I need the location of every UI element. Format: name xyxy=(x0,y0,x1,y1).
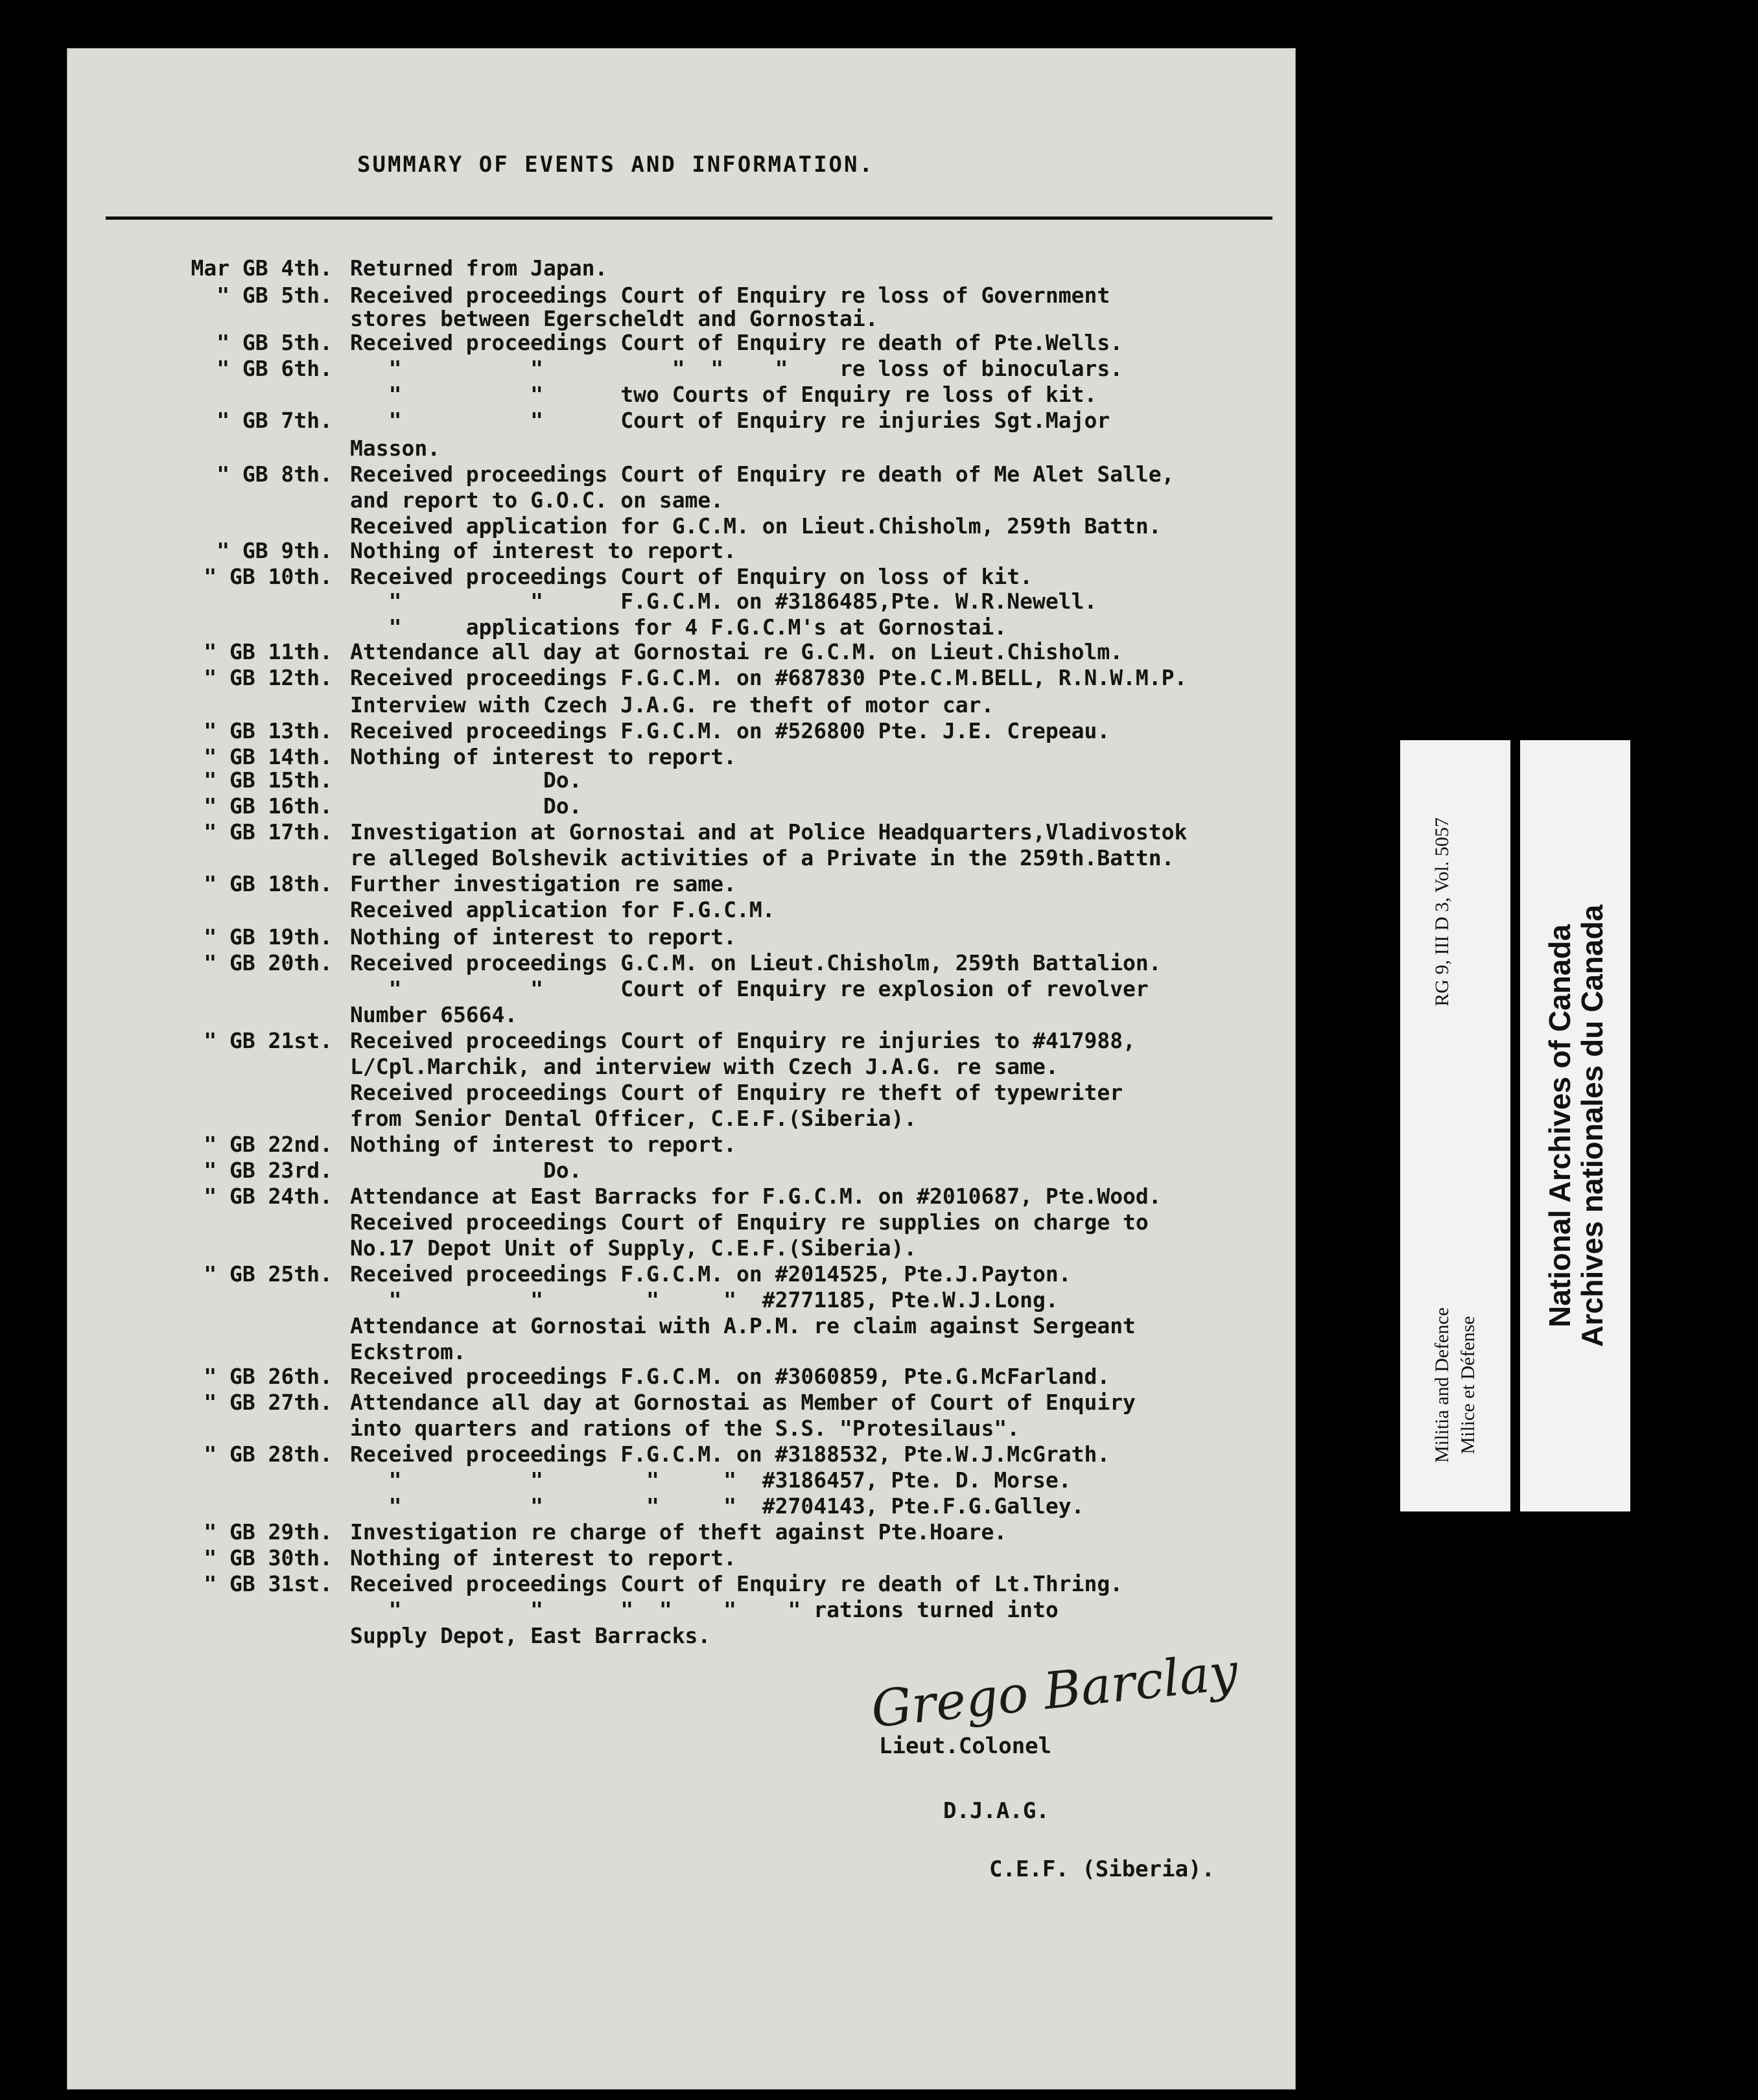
entry-date: " GB 28th. xyxy=(204,1441,333,1467)
entry-text: Received proceedings F.G.C.M. on #687830 Pte.C.M.BELL, R.N.W.M.P. xyxy=(350,665,1188,690)
entry-text: Returned from Japan. xyxy=(350,255,608,281)
entry-text: Further investigation re same. xyxy=(350,871,737,896)
entry-line xyxy=(67,1235,1296,1261)
entry-text: Received proceedings G.C.M. on Lieut.Chisholm, 259th Battalion. xyxy=(350,950,1162,975)
entry-line xyxy=(67,897,1296,923)
entry-text: Attendance all day at Gornostai as Member of Court of Enquiry xyxy=(350,1390,1136,1415)
entry-line xyxy=(67,487,1296,513)
entry-text: Supply Depot, East Barracks. xyxy=(350,1623,711,1648)
entry-line xyxy=(67,1416,1296,1441)
entry-line xyxy=(67,1106,1296,1132)
entry-line xyxy=(67,283,1296,309)
entry-line xyxy=(67,513,1296,539)
entry-text: and report to G.O.C. on same. xyxy=(350,487,724,513)
entry-line xyxy=(67,1261,1296,1287)
entry-text: from Senior Dental Officer, C.E.F.(Siberia). xyxy=(350,1106,917,1131)
entry-line xyxy=(67,589,1296,614)
entry-line xyxy=(67,408,1296,434)
entry-line xyxy=(67,744,1296,770)
entry-line xyxy=(67,1132,1296,1158)
entry-text: Do. xyxy=(350,793,582,819)
entry-text: Investigation at Gornostai and at Police Headquarters,Vladivostok xyxy=(350,819,1188,845)
entry-line xyxy=(67,1158,1296,1184)
entry-date: " GB 26th. xyxy=(204,1364,333,1389)
entry-text: Received proceedings Court of Enquiry on loss of kit. xyxy=(350,564,1033,589)
entry-list xyxy=(67,48,1296,2090)
entry-line xyxy=(67,845,1296,871)
entry-text: No.17 Depot Unit of Supply, C.E.F.(Siberia). xyxy=(350,1235,917,1261)
entry-date: " GB 31st. xyxy=(204,1571,333,1596)
entry-line xyxy=(67,1623,1296,1649)
entry-text: " applications for 4 F.G.C.M's at Gornostai. xyxy=(350,614,1007,640)
entry-text: Masson. xyxy=(350,436,441,461)
entry-line xyxy=(67,255,1296,281)
entry-date: " GB 5th. xyxy=(217,283,333,308)
entry-date: " GB 30th. xyxy=(204,1545,333,1570)
archive-label-name-strip xyxy=(1520,740,1630,1511)
entry-text: Nothing of interest to report. xyxy=(350,924,737,950)
entry-date: " GB 7th. xyxy=(217,408,333,433)
entry-date: " GB 15th. xyxy=(204,767,333,793)
entry-date: " GB 29th. xyxy=(204,1519,333,1545)
entry-line xyxy=(67,614,1296,640)
entry-text: Attendance all day at Gornostai re G.C.M. on Lieut.Chisholm. xyxy=(350,639,1123,664)
entry-text: L/Cpl.Marchik, and interview with Czech J.A.G. re same. xyxy=(350,1054,1059,1079)
entry-text: Received proceedings Court of Enquiry re theft of typewriter xyxy=(350,1080,1123,1105)
handwritten-signature: Grego Barclay xyxy=(868,1642,1241,1740)
archive-dept-fr: Milice et Défense xyxy=(1457,1316,1479,1454)
entry-text: Attendance at Gornostai with A.P.M. re claim against Sergeant xyxy=(350,1313,1136,1338)
entry-line xyxy=(67,1209,1296,1235)
entry-line xyxy=(67,1597,1296,1623)
entry-line xyxy=(67,1184,1296,1209)
entry-date: " GB 9th. xyxy=(217,538,333,563)
entry-text: Do. xyxy=(350,1158,582,1183)
document-page xyxy=(67,48,1296,2090)
archive-label-reference-strip xyxy=(1400,740,1510,1511)
entry-line xyxy=(67,767,1296,793)
entry-line xyxy=(67,692,1296,718)
entry-line xyxy=(67,871,1296,897)
entry-line xyxy=(67,564,1296,590)
entry-date: " GB 23rd. xyxy=(204,1158,333,1183)
entry-line xyxy=(67,1441,1296,1467)
entry-date: " GB 21st. xyxy=(204,1028,333,1053)
entry-line xyxy=(67,1364,1296,1390)
entry-text: Received proceedings Court of Enquiry re death of Me Alet Salle, xyxy=(350,461,1175,487)
entry-line xyxy=(67,1390,1296,1416)
entry-text: " " " " " re loss of binoculars. xyxy=(350,356,1123,381)
entry-text: Investigation re charge of theft against Pte.Hoare. xyxy=(350,1519,1007,1545)
entry-date: " GB 17th. xyxy=(204,819,333,845)
entry-text: Nothing of interest to report. xyxy=(350,744,737,769)
entry-line xyxy=(67,1080,1296,1106)
entry-line xyxy=(67,538,1296,564)
entry-text: Received application for G.C.M. on Lieut.Chisholm, 259th Battn. xyxy=(350,513,1162,539)
entry-date: " GB 6th. xyxy=(217,356,333,381)
entry-date: Mar GB 4th. xyxy=(191,255,333,281)
entry-text: Received application for F.G.C.M. xyxy=(350,897,775,922)
entry-line xyxy=(67,1313,1296,1339)
entry-line xyxy=(67,436,1296,461)
entry-line xyxy=(67,461,1296,487)
entry-text: " " " " " " rations turned into xyxy=(350,1597,1059,1622)
entry-date: " GB 8th. xyxy=(217,461,333,487)
entry-text: Attendance at East Barracks for F.G.C.M. on #2010687, Pte.Wood. xyxy=(350,1184,1162,1209)
entry-line xyxy=(67,639,1296,665)
entry-text: " " " " #3186457, Pte. D. Morse. xyxy=(350,1467,1072,1493)
entry-text: Received proceedings F.G.C.M. on #526800 Pte. J.E. Crepeau. xyxy=(350,718,1110,743)
archive-name-fr: Archives nationales du Canada xyxy=(1575,904,1609,1348)
entry-date: " GB 11th. xyxy=(204,639,333,664)
entry-text: " " Court of Enquiry re explosion of revolver xyxy=(350,976,1149,1001)
entry-date: " GB 20th. xyxy=(204,950,333,975)
entry-text: " " two Courts of Enquiry re loss of kit. xyxy=(350,382,1097,407)
entry-line xyxy=(67,1028,1296,1054)
entry-date: " GB 10th. xyxy=(204,564,333,589)
entry-text: Number 65664. xyxy=(350,1002,518,1027)
entry-line xyxy=(67,356,1296,382)
entry-text: Interview with Czech J.A.G. re theft of motor car. xyxy=(350,692,994,718)
entry-line xyxy=(67,976,1296,1002)
entry-text: " " Court of Enquiry re injuries Sgt.Major xyxy=(350,408,1110,433)
entry-text: Nothing of interest to report. xyxy=(350,1132,737,1157)
entry-text: Nothing of interest to report. xyxy=(350,1545,737,1570)
entry-text: " " " " #2771185, Pte.W.J.Long. xyxy=(350,1287,1059,1312)
entry-text: Received proceedings Court of Enquiry re loss of Government xyxy=(350,283,1110,308)
entry-date: " GB 16th. xyxy=(204,793,333,819)
entry-line xyxy=(67,819,1296,845)
entry-text: Do. xyxy=(350,767,582,793)
entry-line xyxy=(67,665,1296,691)
entry-date: " GB 18th. xyxy=(204,871,333,896)
archive-dept-en: Militia and Defence xyxy=(1431,1307,1453,1463)
entry-date: " GB 14th. xyxy=(204,744,333,769)
entry-line xyxy=(67,793,1296,819)
entry-date: " GB 12th. xyxy=(204,665,333,690)
entry-text: Received proceedings F.G.C.M. on #2014525, Pte.J.Payton. xyxy=(350,1261,1072,1287)
archive-name-en: National Archives of Canada xyxy=(1543,924,1576,1328)
entry-line xyxy=(67,1339,1296,1365)
entry-line xyxy=(67,1519,1296,1545)
entry-line xyxy=(67,1545,1296,1571)
entry-date: " GB 22nd. xyxy=(204,1132,333,1157)
entry-text: Received proceedings F.G.C.M. on #3060859, Pte.G.McFarland. xyxy=(350,1364,1110,1389)
entry-line xyxy=(67,950,1296,976)
entry-line xyxy=(67,924,1296,950)
entry-line xyxy=(67,718,1296,744)
entry-line xyxy=(67,1467,1296,1493)
entry-text: Received proceedings Court of Enquiry re death of Lt.Thring. xyxy=(350,1571,1123,1596)
entry-date: " GB 25th. xyxy=(204,1261,333,1287)
entry-text: Eckstrom. xyxy=(350,1339,466,1364)
entry-text: Received proceedings Court of Enquiry re injuries to #417988, xyxy=(350,1028,1136,1053)
entry-text: " " " " #2704143, Pte.F.G.Galley. xyxy=(350,1493,1084,1519)
document-title: SUMMARY OF EVENTS AND INFORMATION. xyxy=(357,152,874,178)
entry-line xyxy=(67,306,1296,332)
entry-line xyxy=(67,1002,1296,1028)
signatory-rank: Lieut.Colonel xyxy=(879,1733,1052,1759)
entry-text: stores between Egerscheldt and Gornostai. xyxy=(350,306,878,331)
entry-text: re alleged Bolshevik activities of a Private in the 259th.Battn. xyxy=(350,845,1175,870)
signatory-unit: C.E.F. (Siberia). xyxy=(989,1856,1215,1882)
entry-text: Received proceedings Court of Enquiry re death of Pte.Wells. xyxy=(350,330,1123,355)
entry-date: " GB 24th. xyxy=(204,1184,333,1209)
archive-reference: RG 9, III D 3, Vol. 5057 xyxy=(1431,817,1453,1007)
entry-line xyxy=(67,382,1296,408)
signatory-office: D.J.A.G. xyxy=(943,1798,1049,1824)
entry-line xyxy=(67,1493,1296,1519)
entry-text: Received proceedings Court of Enquiry re supplies on charge to xyxy=(350,1209,1149,1235)
entry-text: Nothing of interest to report. xyxy=(350,538,737,563)
entry-date: " GB 5th. xyxy=(217,330,333,355)
entry-line xyxy=(67,1054,1296,1080)
entry-text: into quarters and rations of the S.S. "Protesilaus". xyxy=(350,1416,1020,1441)
entry-line xyxy=(67,1571,1296,1597)
entry-text: " " F.G.C.M. on #3186485,Pte. W.R.Newell. xyxy=(350,589,1097,614)
entry-date: " GB 13th. xyxy=(204,718,333,743)
entry-date: " GB 27th. xyxy=(204,1390,333,1415)
entry-text: Received proceedings F.G.C.M. on #3188532, Pte.W.J.McGrath. xyxy=(350,1441,1110,1467)
entry-line xyxy=(67,330,1296,356)
entry-date: " GB 19th. xyxy=(204,924,333,950)
entry-line xyxy=(67,1287,1296,1313)
